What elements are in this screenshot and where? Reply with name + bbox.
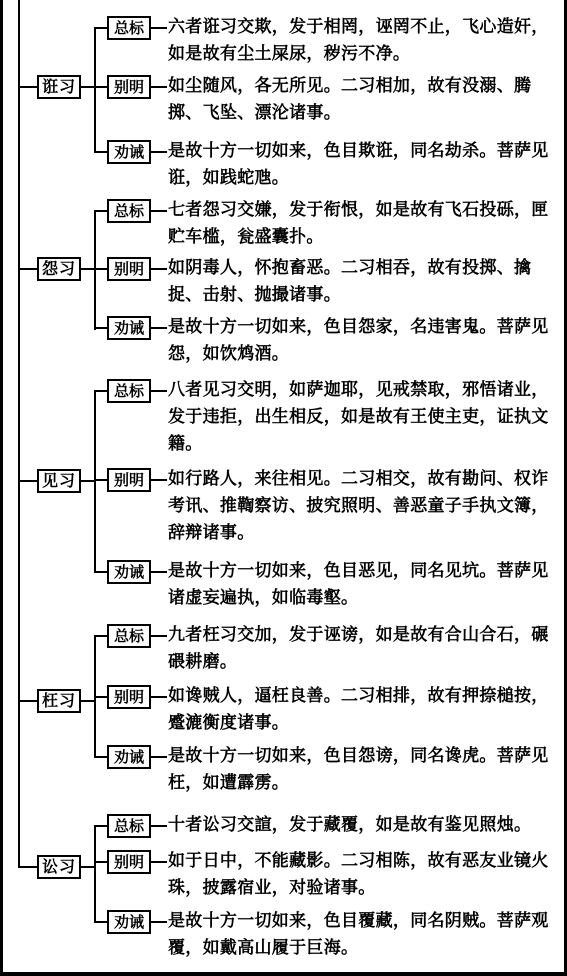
connector-tick: [94, 479, 108, 481]
item-tag: 总标: [107, 379, 151, 403]
item-text: 如阴毒人，怀抱畜恶。二习相吞，故有投掷、擒捉、击射、抛撮诸事。: [168, 258, 532, 305]
connector-tick: [94, 861, 108, 863]
connector-tick: [151, 390, 167, 392]
item-tag: 劝诫: [107, 316, 151, 340]
group-label: 诳习: [37, 75, 81, 99]
item-text: 如于日中，不能藏影。二习相陈，故有恶友业镜火珠，披露宿业，对验诸事。: [168, 851, 549, 898]
group-label: 怨习: [37, 257, 81, 281]
item-tag: 劝诫: [107, 140, 151, 164]
connector-tick: [151, 210, 167, 212]
diagram-panel: [3, 0, 564, 972]
group-label: 枉习: [37, 689, 81, 713]
item-tag: 劝诫: [107, 560, 151, 584]
branch-connector: [18, 700, 38, 702]
item-text: 如行路人，来往相见。二习相交，故有勘问、权诈考讯、推鞫察访、披究照明、善恶童子手执文簿，辞辩诸事。: [168, 469, 549, 543]
item-text: 是故十方一切如来，色目欺诳，同名劫杀。菩萨见诳，如践蛇虺。: [168, 141, 549, 188]
sub-branch-line: [94, 825, 96, 922]
sub-branch-line: [94, 211, 96, 330]
item-text: 七者怨习交嫌，发于衔恨，如是故有飞石投砾，匣贮车槛，瓮盛囊扑。: [168, 200, 549, 247]
main-tree-spine: [18, 0, 20, 868]
connector-tick: [94, 390, 108, 392]
item-tag: 别明: [107, 850, 151, 874]
branch-connector: [18, 86, 38, 88]
group-connector: [81, 866, 95, 868]
connector-tick: [151, 696, 167, 698]
item-tag: 劝诫: [107, 745, 151, 769]
connector-tick: [94, 327, 108, 329]
connector-tick: [94, 635, 108, 637]
connector-tick: [151, 921, 167, 923]
connector-tick: [94, 27, 108, 29]
connector-tick: [94, 696, 108, 698]
item-text: 八者见习交明，如萨迦耶，见戒禁取，邪悟诸业，发于违拒，出生相反，如是故有王使主吏，证执文籍。: [168, 380, 549, 454]
connector-tick: [151, 571, 167, 573]
item-text: 是故十方一切如来，色目覆藏，同名阴贼。菩萨观覆，如戴高山履于巨海。: [168, 911, 549, 958]
branch-connector: [18, 866, 38, 868]
connector-tick: [151, 635, 167, 637]
group-label: 讼习: [37, 855, 81, 879]
connector-tick: [94, 210, 108, 212]
item-tag: 别明: [107, 468, 151, 492]
connector-tick: [94, 756, 108, 758]
group-connector: [81, 86, 95, 88]
connector-tick: [151, 861, 167, 863]
item-tag: 总标: [107, 624, 151, 648]
item-text: 六者诳习交欺，发于相罔，诬罔不止，飞心造奸，如是故有尘土屎尿，秽污不净。: [168, 17, 549, 64]
item-tag: 总标: [107, 199, 151, 223]
item-tag: 别明: [107, 257, 151, 281]
connector-tick: [151, 86, 167, 88]
item-text: 如尘随风，各无所见。二习相加，故有没溺、腾掷、飞坠、漂沦诸事。: [168, 76, 532, 123]
item-tag: 别明: [107, 685, 151, 709]
item-text: 如谗贼人，逼枉良善。二习相排，故有押捺槌按，蹙漉衡度诸事。: [168, 686, 549, 733]
connector-tick: [151, 479, 167, 481]
connector-tick: [151, 825, 167, 827]
connector-tick: [94, 571, 108, 573]
connector-tick: [94, 921, 108, 923]
item-text: 十者讼习交諠，发于藏覆，如是故有鉴见照烛。: [168, 815, 532, 835]
item-tag: 总标: [107, 16, 151, 40]
connector-tick: [94, 268, 108, 270]
connector-tick: [94, 86, 108, 88]
item-text: 是故十方一切如来，色目怨家，名违害鬼。菩萨见怨，如饮鸩酒。: [168, 317, 549, 364]
item-tag: 总标: [107, 814, 151, 838]
sub-branch-line: [94, 27, 96, 152]
group-label: 见习: [37, 469, 81, 493]
group-connector: [81, 268, 95, 270]
sub-branch-line: [94, 390, 96, 572]
item-text: 是故十方一切如来，色目怨谤，同名谗虎。菩萨见枉，如遭霹雳。: [168, 746, 549, 793]
connector-tick: [151, 268, 167, 270]
item-text: 九者枉习交加，发于诬谤，如是故有合山合石，碾碨耕磨。: [168, 625, 549, 672]
connector-tick: [151, 151, 167, 153]
branch-connector: [18, 268, 38, 270]
item-text: 是故十方一切如来，色目恶见，同名见坑。菩萨见诸虚妄遍执，如临毒壑。: [168, 561, 549, 608]
item-tag: 劝诫: [107, 910, 151, 934]
connector-tick: [151, 756, 167, 758]
connector-tick: [151, 327, 167, 329]
item-tag: 别明: [107, 75, 151, 99]
group-connector: [81, 700, 95, 702]
connector-tick: [94, 825, 108, 827]
branch-connector: [18, 480, 38, 482]
group-connector: [81, 480, 95, 482]
connector-tick: [151, 27, 167, 29]
connector-tick: [94, 151, 108, 153]
